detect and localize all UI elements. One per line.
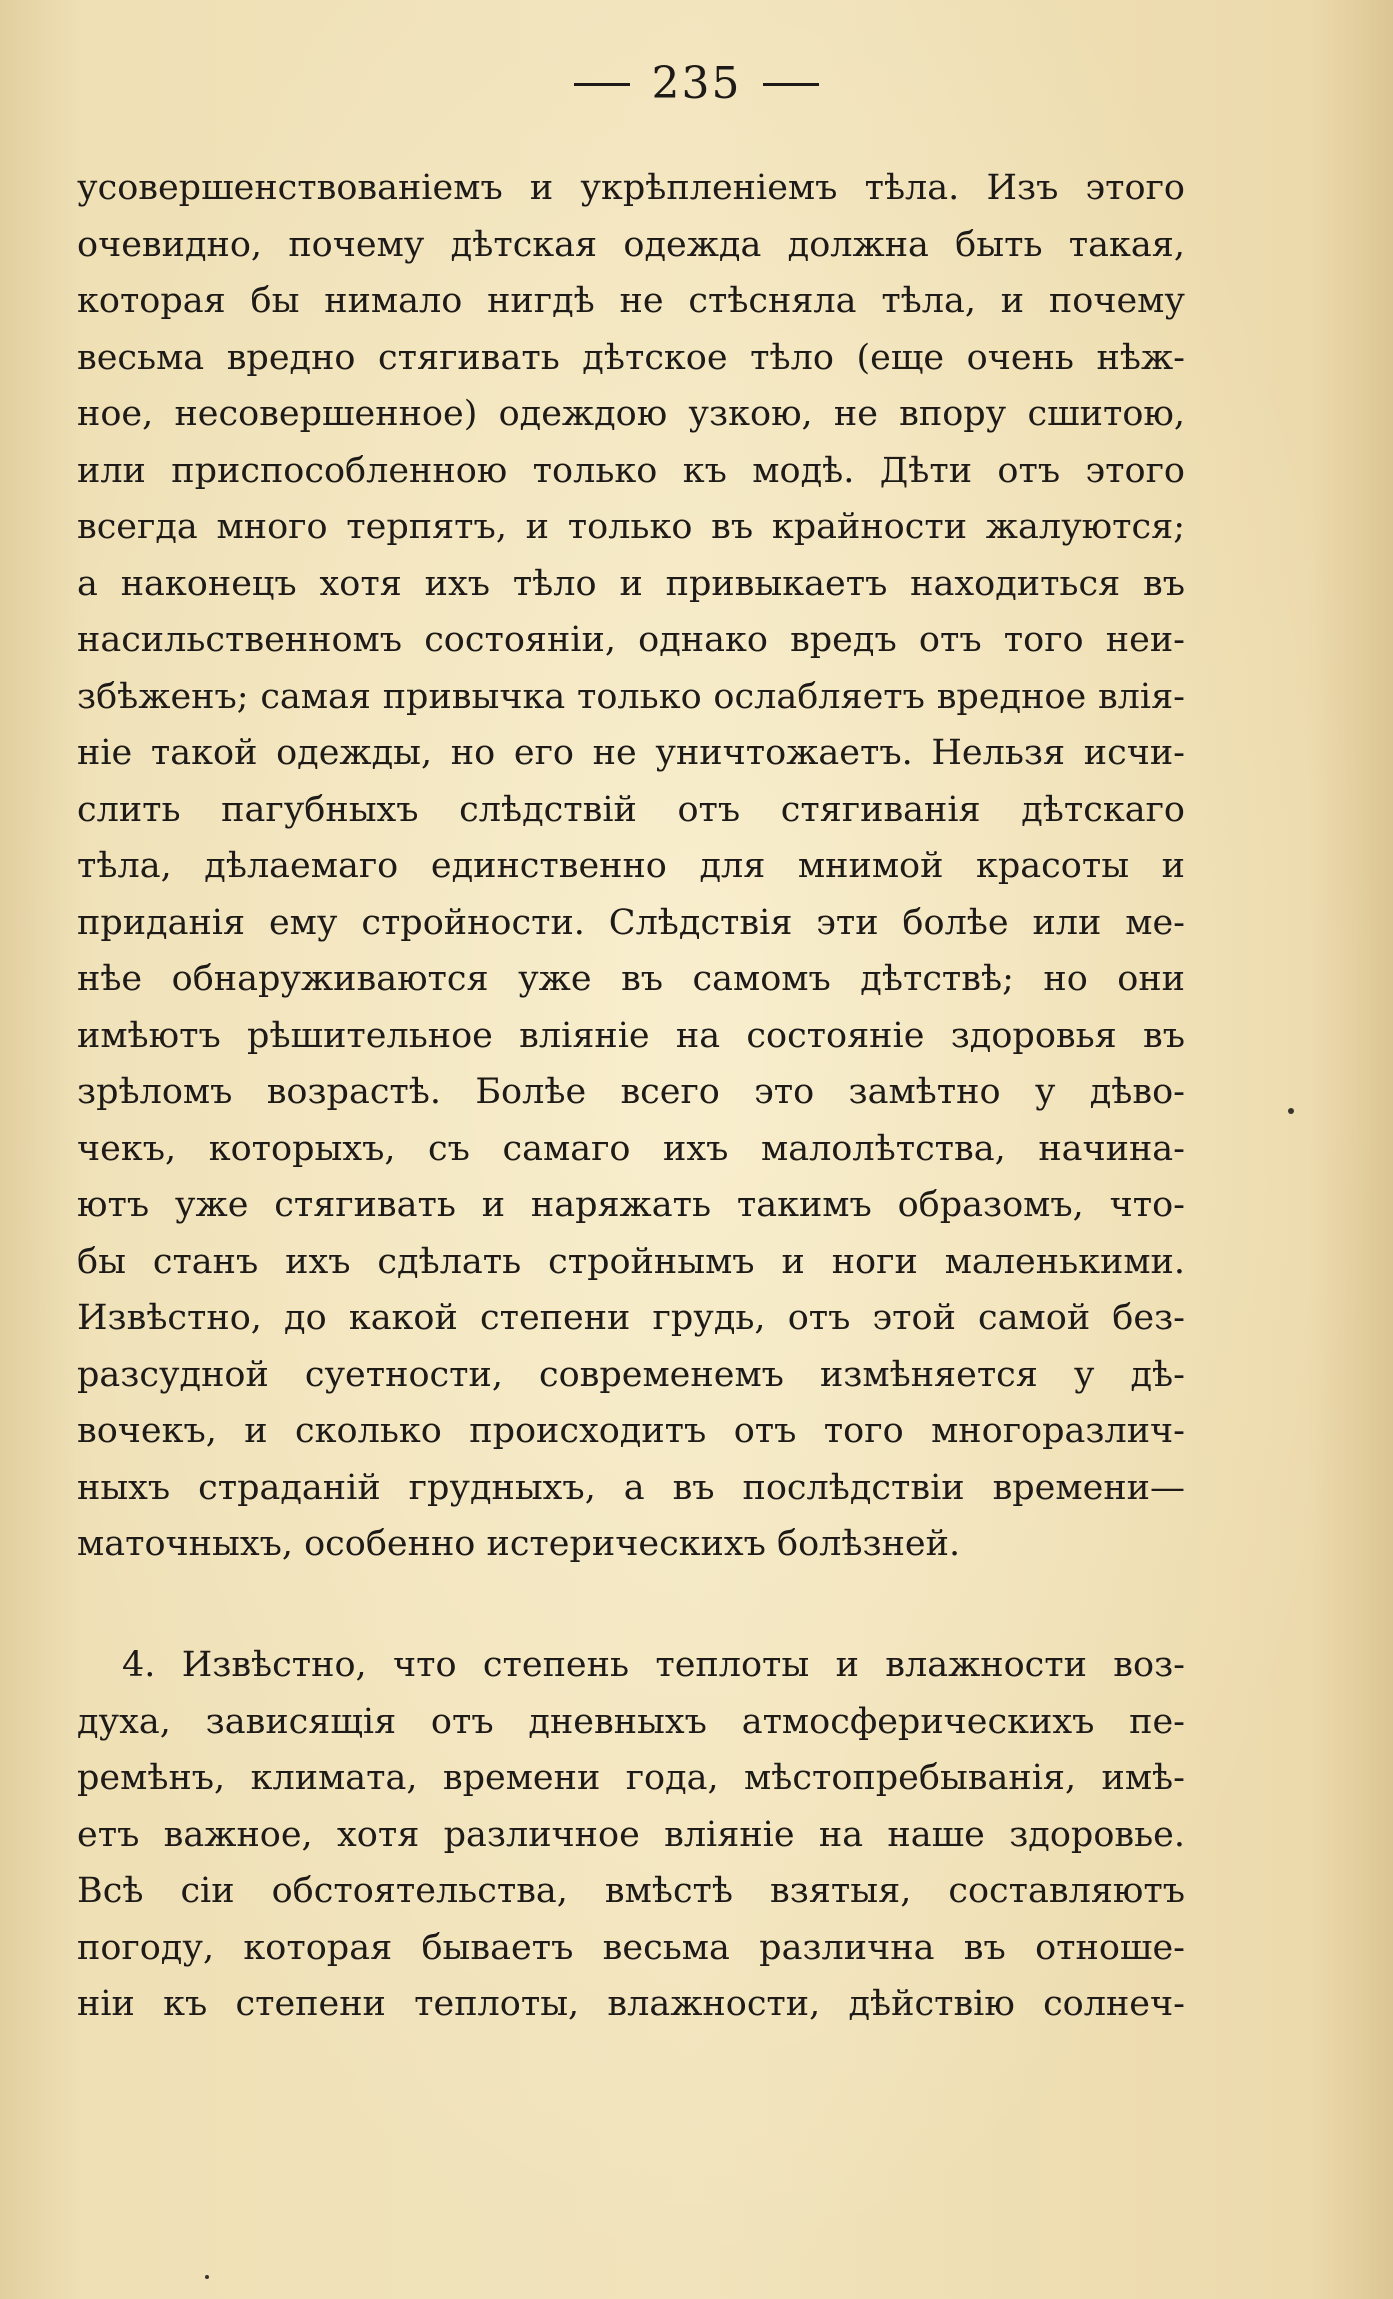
page-number-value: 235	[651, 58, 742, 109]
text-line: маточныхъ, особенно истерическихъ болѣзней.	[77, 1524, 961, 1564]
text-line: разсудной суетности, современемъ измѣняется у дѣ-	[77, 1354, 1185, 1395]
text-line: ютъ уже стягивать и наряжать такимъ образомъ, что-	[77, 1185, 1185, 1225]
text-line: усовершенствованіемъ и укрѣпленіемъ тѣла. Изъ этого	[77, 168, 1185, 208]
paragraph-2	[77, 1637, 1185, 2033]
text-line: очевидно, почему дѣтская одежда должна быть такая,	[77, 224, 1185, 265]
text-line: ніе такой одежды, но его не уничтожаетъ. Нельзя исчи-	[77, 733, 1185, 773]
text-line: имѣютъ рѣшительное вліяніе на состояніе здоровья въ	[77, 1015, 1185, 1056]
text-line: которая бы нимало нигдѣ не стѣсняла тѣла, и почему	[77, 281, 1185, 321]
text-line: погоду, которая бываетъ весьма различна въ отноше-	[77, 1927, 1185, 1968]
text-line: слить пагубныхъ слѣдствій отъ стягиванія дѣтскаго	[77, 789, 1185, 830]
page-number-dash-right	[763, 83, 819, 86]
text-line: весьма вредно стягивать дѣтское тѣло (еще очень нѣж-	[77, 337, 1185, 378]
page-number	[0, 58, 1393, 109]
text-line: всегда много терпятъ, и только въ крайности жалуются;	[77, 507, 1185, 547]
text-line: нѣе обнаруживаются уже въ самомъ дѣтствѣ; но они	[77, 959, 1185, 999]
text-line: Всѣ сіи обстоятельства, вмѣстѣ взятыя, составляютъ	[77, 1871, 1185, 1911]
text-line: етъ важное, хотя различное вліяніе на наше здоровье.	[77, 1814, 1185, 1855]
text-line: Извѣстно, до какой степени грудь, отъ этой самой без-	[77, 1298, 1185, 1338]
text-line: збѣженъ; самая привычка только ослабляетъ вредное влія-	[77, 676, 1185, 717]
text-line: приданія ему стройности. Слѣдствія эти болѣе или ме-	[77, 902, 1185, 943]
paragraph-1	[77, 160, 1185, 1573]
text-line: зрѣломъ возрастѣ. Болѣе всего это замѣтно у дѣво-	[77, 1072, 1185, 1112]
text-line: чекъ, которыхъ, съ самаго ихъ малолѣтства, начина-	[77, 1128, 1185, 1169]
text-line: ніи къ степени теплоты, влажности, дѣйствію солнеч-	[77, 1984, 1185, 2024]
text-line: ныхъ страданій грудныхъ, а въ послѣдствіи времени—	[77, 1467, 1185, 1508]
text-line: тѣла, дѣлаемаго единственно для мнимой красоты и	[77, 846, 1185, 886]
text-line: а наконецъ хотя ихъ тѣло и привыкаетъ находиться въ	[77, 563, 1185, 604]
text-line: насильственномъ состояніи, однако вредъ отъ того неи-	[77, 620, 1185, 660]
text-line: духа, зависящія отъ дневныхъ атмосферическихъ пе-	[77, 1701, 1185, 1742]
text-line: 4. Извѣстно, что степень теплоты и влажности воз-	[122, 1645, 1185, 1685]
page-number-dash-left	[574, 83, 630, 86]
text-line: ремѣнъ, климата, времени года, мѣстопребыванія, имѣ-	[77, 1758, 1185, 1798]
text-line: бы станъ ихъ сдѣлать стройнымъ и ноги маленькими.	[77, 1241, 1185, 1282]
text-line: ное, несовершенное) одеждою узкою, не впору сшитою,	[77, 394, 1185, 434]
ink-speck	[1288, 1108, 1294, 1114]
text-line: вочекъ, и сколько происходитъ отъ того многоразлич-	[77, 1411, 1185, 1451]
text-line: или приспособленною только къ модѣ. Дѣти отъ этого	[77, 450, 1185, 491]
ink-speck	[205, 2275, 209, 2279]
